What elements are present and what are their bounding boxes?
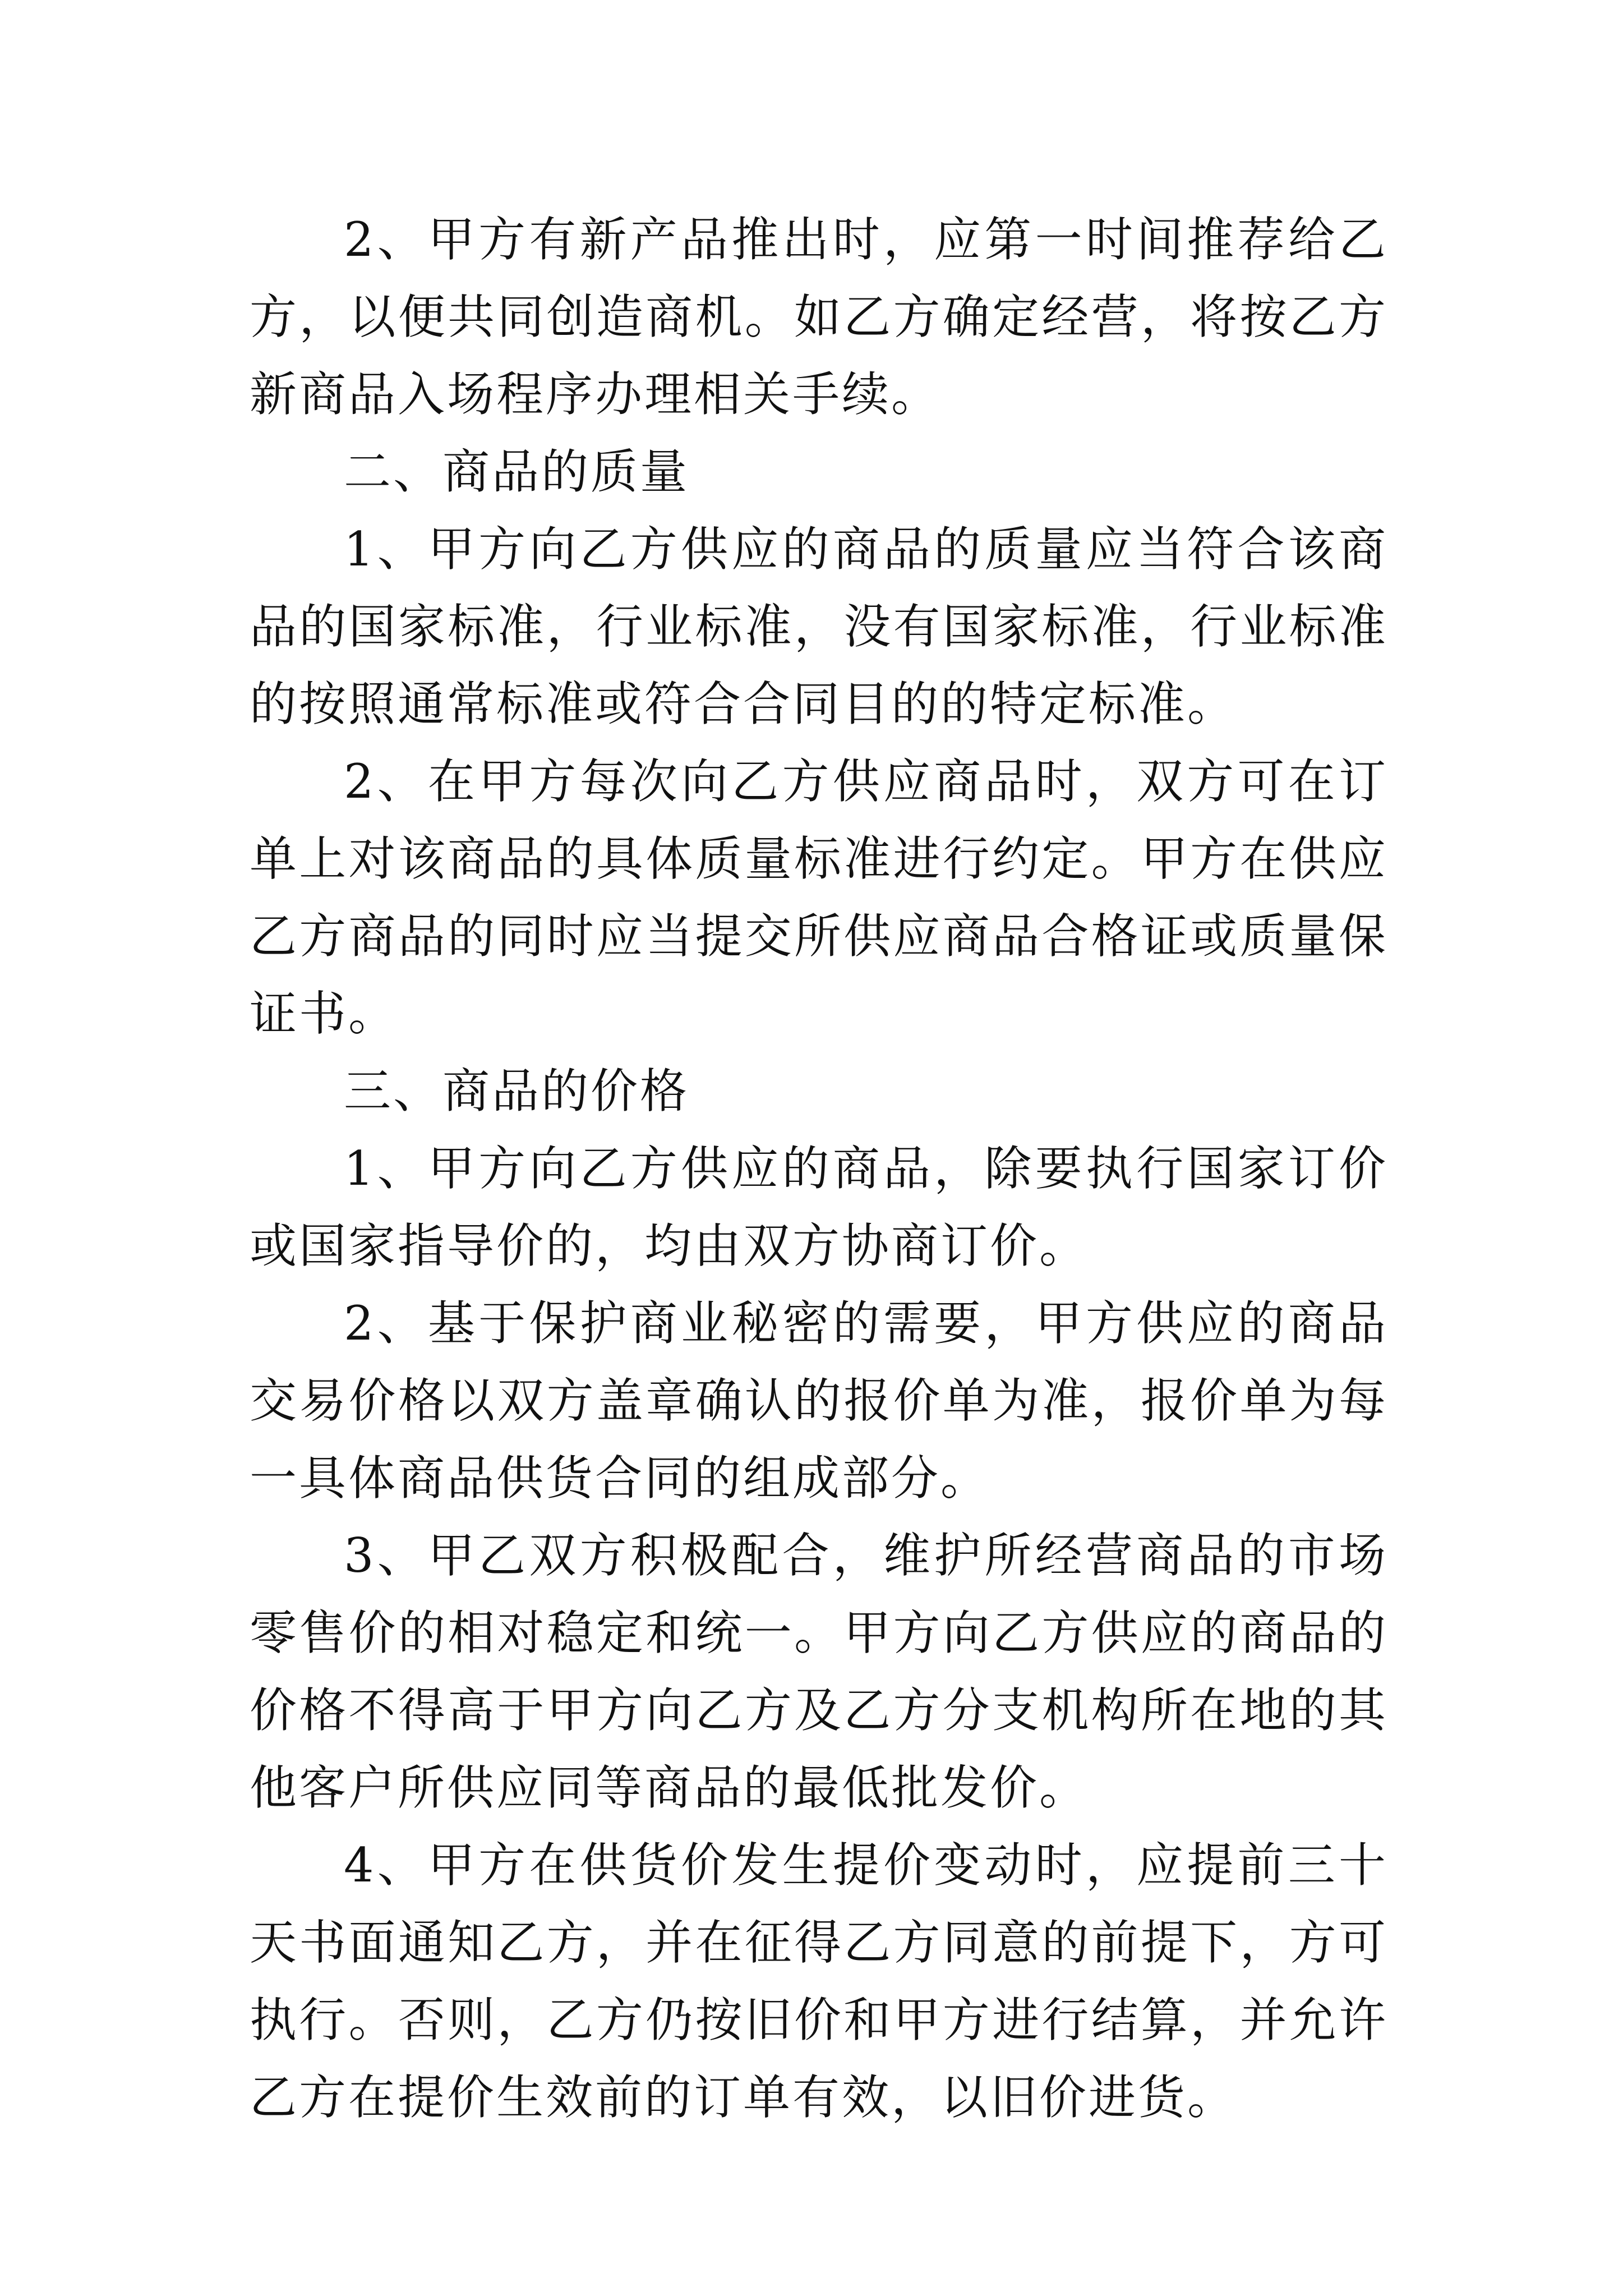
paragraph-quality-standards: 1、甲方向乙方供应的商品的质量应当符合该商品的国家标准，行业标准，没有国家标准，行业标准的按照通常标准或符合合同目的的特定标准。	[250, 522, 1388, 731]
document-body	[250, 201, 1388, 2136]
section-heading-quality: 二、商品的质量	[344, 444, 690, 499]
paragraph-price-negotiation: 1、甲方向乙方供应的商品，除要执行国家订价或国家指导价的，均由双方协商订价。	[250, 1141, 1388, 1273]
paragraph-quality-agreement: 2、在甲方每次向乙方供应商品时，双方可在订单上对该商品的具体质量标准进行约定。甲方在供应乙方商品的同时应当提交所供应商品合格证或质量保证书。	[250, 754, 1388, 1041]
paragraph-price-stability: 3、甲乙双方积极配合，维护所经营商品的市场零售价的相对稳定和统一。甲方向乙方供应的商品的价格不得高于甲方向乙方及乙方分支机构所在地的其他客户所供应同等商品的最低批发价。	[250, 1528, 1388, 1815]
section-heading-price: 三、商品的价格	[344, 1064, 690, 1119]
paragraph-price-quotation: 2、基于保护商业秘密的需要，甲方供应的商品交易价格以双方盖章确认的报价单为准，报价单为每一具体商品供货合同的组成部分。	[250, 1296, 1388, 1506]
paragraph-new-products: 2、甲方有新产品推出时，应第一时间推荐给乙方，以便共同创造商机。如乙方确定经营，将按乙方新商品入场程序办理相关手续。	[250, 212, 1388, 422]
paragraph-price-increase: 4、甲方在供货价发生提价变动时，应提前三十天书面通知乙方，并在征得乙方同意的前提下，方可执行。否则，乙方仍按旧价和甲方进行结算，并允许乙方在提价生效前的订单有效，以旧价进货。	[250, 1838, 1388, 2125]
